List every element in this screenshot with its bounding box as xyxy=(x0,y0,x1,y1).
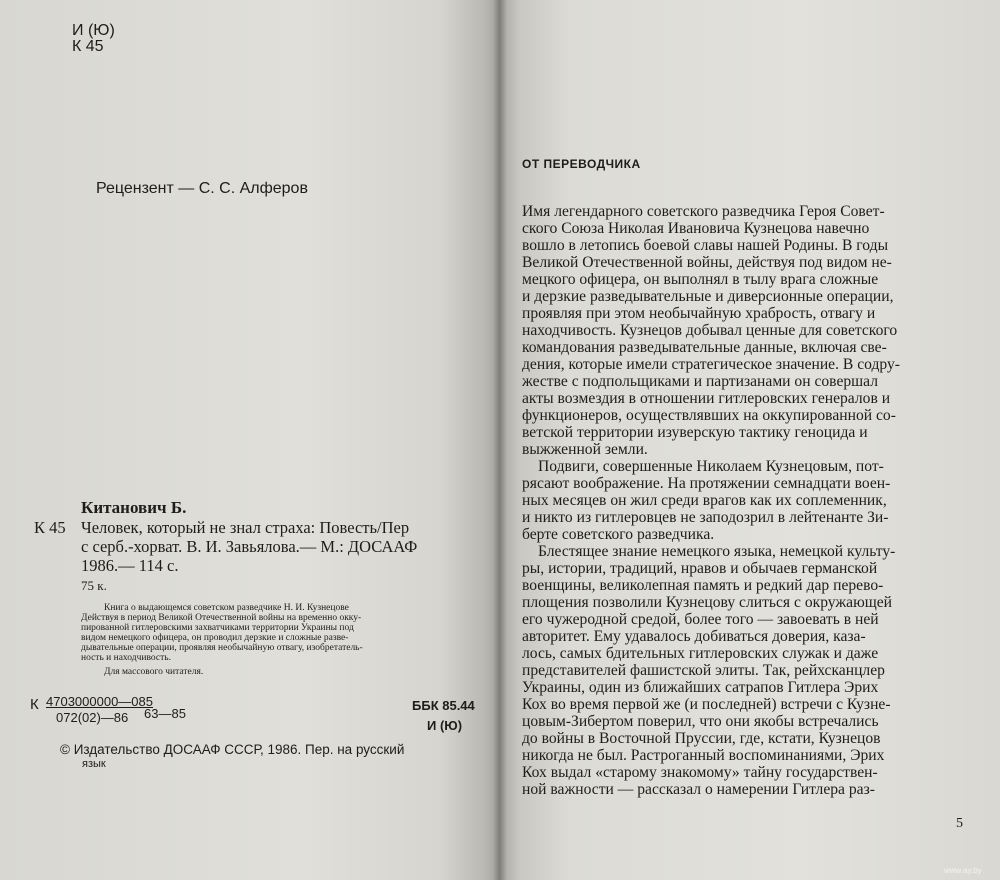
body-line: выжженной земли. xyxy=(522,441,648,458)
body-line: дения, которые имели стратегическое значение. В содру- xyxy=(522,356,900,373)
body-line: мецкого офицера, он выполнял в тылу врага сложные xyxy=(522,271,879,288)
body-line: цовым-Зибертом поверил, что они якобы встречались xyxy=(522,713,879,730)
annotation-line: ность и находчивость. xyxy=(81,653,171,663)
body-line: рясают воображение. На протяжении семнадцати воен- xyxy=(522,475,891,492)
body-line: берте советского разведчика. xyxy=(522,526,715,543)
body-line: командования разведывательные данные, включая све- xyxy=(522,339,887,356)
code-prefix: К xyxy=(30,696,39,713)
body-line: функционеров, осуществлявших на оккупированной со- xyxy=(522,407,896,424)
body-line: ского Союза Николая Ивановича Кузнецова навечно xyxy=(522,220,870,237)
body-line: акты возмездия в отношении гитлеровских генералов и xyxy=(522,390,891,407)
body-line: Блестящее знание немецкого языка, немецкой культу- xyxy=(538,543,896,560)
body-line: Имя легендарного советского разведчика Героя Совет- xyxy=(522,203,885,220)
watermark: www.ay.by xyxy=(944,866,982,875)
body-line: ной важности — рассказал о намерении Гитлера раз- xyxy=(522,781,875,798)
body-line: Подвиги, совершенные Николаем Кузнецовым, пот- xyxy=(538,458,884,475)
body-line: и дерзкие разведывательные и диверсионные операции, xyxy=(522,288,894,305)
code-suffix: 63—85 xyxy=(144,706,186,721)
body-line: Кох во время первой же (и последней) встречи с Кузне- xyxy=(522,696,891,713)
biblio-line: 1986.— 114 с. xyxy=(81,556,179,575)
class-code-top: И (Ю) xyxy=(72,22,115,39)
audience: Для массового читателя. xyxy=(104,667,204,677)
author: Китанович Б. xyxy=(81,498,187,517)
annotation-line: Книга о выдающемся советском разведчике Н. И. Кузнецове xyxy=(104,603,349,613)
biblio-line: с серб.-хорват. В. И. Завьялова.— М.: ДОСААФ xyxy=(81,537,418,556)
body-line: авторитет. Ему удавалось добиваться доверия, каза- xyxy=(522,628,866,645)
reviewer: Рецензент — С. С. Алферов xyxy=(96,180,308,197)
biblio-line: Человек, который не знал страха: Повесть/Пер xyxy=(81,518,410,537)
cutter-mark: К 45 xyxy=(34,518,66,537)
body-line: площения позволили Кузнецову слиться с окружающей xyxy=(522,594,892,611)
body-line: и никто из гитлеровцев не заподозрил в лейтенанте Зи- xyxy=(522,509,889,526)
annotation-line: дывательные операции, проявляя необычайную отвагу, изобретатель- xyxy=(81,643,363,653)
page-number: 5 xyxy=(956,816,963,831)
cutter-code-top: К 45 xyxy=(72,38,104,55)
body-line: до войны в Восточной Пруссии, где, кстати, Кузнецов xyxy=(522,730,881,747)
copyright-line: © Издательство ДОСААФ СССР, 1986. Пер. на русский xyxy=(60,742,405,757)
code-denominator: 072(02)—86 xyxy=(56,710,129,725)
body-line: Великой Отечественной войны, действуя под видом не- xyxy=(522,254,892,271)
book-gutter xyxy=(493,0,507,880)
body-line: представителей фашистской элиты. Так, рейхсканцлер xyxy=(522,662,885,679)
body-line: никогда не был. Растроганный воспоминаниями, Эрих xyxy=(522,747,885,764)
body-line: военщины, великолепная память и редкий дар перево- xyxy=(522,577,884,594)
annotation-line: Действуя в период Великой Отечественной войны на временно окку- xyxy=(81,613,362,623)
body-line: его чужеродной средой, более того — завоевать в ней xyxy=(522,611,879,628)
body-line: ных месяцев он жил среди врагов как их соплеменник, xyxy=(522,492,887,509)
annotation-line: видом немецкого офицера, он проводил дерзкие и сложные разве- xyxy=(81,633,349,643)
body-line: лось, самых бдительных гитлеровских служак и даже xyxy=(522,645,879,662)
bbk-code: ББК 85.44 xyxy=(412,698,475,713)
copyright-line: язык xyxy=(82,758,106,770)
body-line: вошло в летопись боевой славы нашей Родины. В годы xyxy=(522,237,889,254)
body-line: проявляя при этом необычайную храбрость, отвагу и xyxy=(522,305,876,322)
body-line: ветской территории изуверскую тактику геноцида и xyxy=(522,424,868,441)
annotation-line: пированной гитлеровскими захватчиками территории Украины под xyxy=(81,623,354,633)
body-line: жестве с подпольщиками и партизанами он совершал xyxy=(522,373,879,390)
price: 75 к. xyxy=(81,578,107,593)
code-numerator: 4703000000—085 xyxy=(46,694,153,709)
body-line: Украины, один из ближайших сатрапов Гитлера Эрих xyxy=(522,679,879,696)
body-line: находчивость. Кузнецов добывал ценные для советского xyxy=(522,322,898,339)
chapter-heading: ОТ ПЕРЕВОДЧИКА xyxy=(522,157,641,171)
body-line: Кох выдал «старому знакомому» тайну государствен- xyxy=(522,764,878,781)
body-line: ры, истории, традиций, нравов и обычаев германской xyxy=(522,560,878,577)
class-code-bottom: И (Ю) xyxy=(427,718,463,733)
